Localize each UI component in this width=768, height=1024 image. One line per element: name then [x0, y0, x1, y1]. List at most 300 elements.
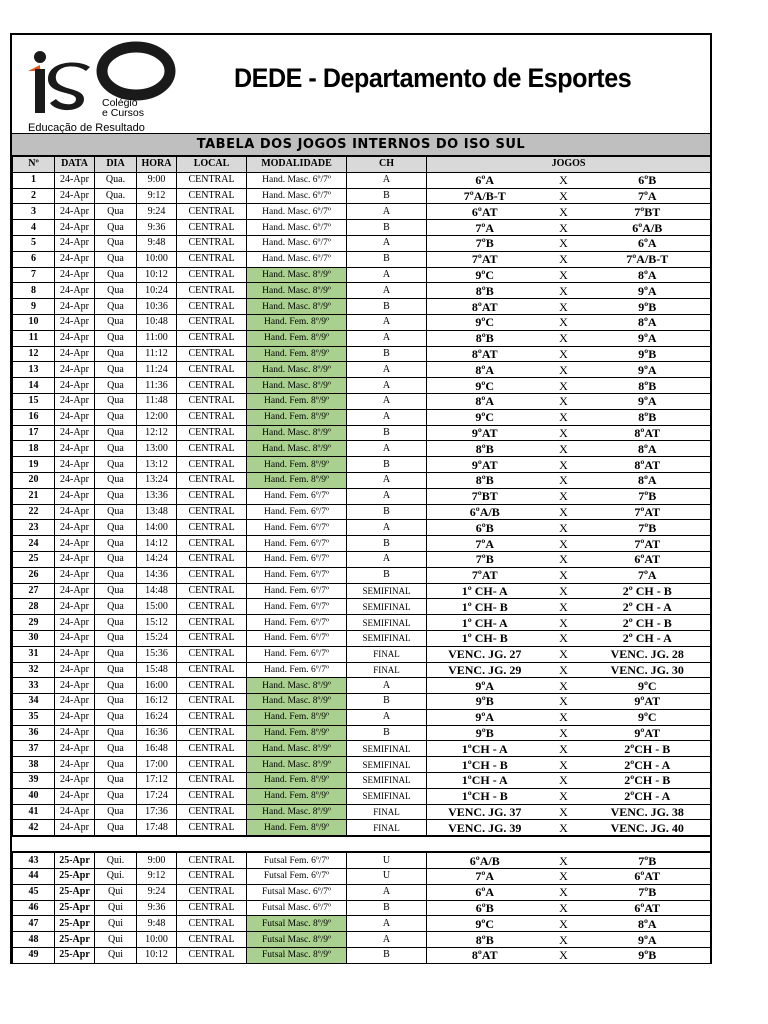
row-location: CENTRAL: [177, 220, 247, 236]
row-team-1: 6ºAT: [427, 204, 543, 220]
row-versus: X: [543, 346, 585, 362]
row-number: 40: [13, 788, 55, 804]
row-time: 10:00: [137, 932, 177, 948]
row-location: CENTRAL: [177, 773, 247, 789]
schedule-sheet: [10, 33, 712, 964]
row-team-1: 7ºA: [427, 220, 543, 236]
row-number: 10: [13, 314, 55, 330]
row-date: 24-Apr: [55, 362, 95, 378]
row-versus: X: [543, 788, 585, 804]
row-team-1: 9ºA: [427, 678, 543, 694]
row-day: Qua: [95, 235, 137, 251]
table-row: [13, 773, 711, 789]
row-time: 11:24: [137, 362, 177, 378]
row-day: Qua: [95, 393, 137, 409]
row-team-1: 6ºA: [427, 884, 543, 900]
row-location: CENTRAL: [177, 188, 247, 204]
row-date: 24-Apr: [55, 678, 95, 694]
row-number: 35: [13, 709, 55, 725]
row-number: 2: [13, 188, 55, 204]
row-ch: SEMIFINAL: [347, 757, 427, 773]
row-team-1: 6ºA/B: [427, 852, 543, 868]
row-versus: X: [543, 583, 585, 599]
row-date: 24-Apr: [55, 773, 95, 789]
row-team-1: 9ºAT: [427, 457, 543, 473]
row-ch: A: [347, 362, 427, 378]
row-team-2: 9ºB: [585, 948, 711, 964]
row-day: Qua: [95, 220, 137, 236]
table-row: [13, 378, 711, 394]
row-location: CENTRAL: [177, 378, 247, 394]
row-modality: Hand. Fem. 6º/7º: [247, 488, 347, 504]
row-time: 13:24: [137, 472, 177, 488]
row-modality: Hand. Masc. 8º/9º: [247, 678, 347, 694]
row-team-2: 8ºAT: [585, 457, 711, 473]
row-date: 24-Apr: [55, 299, 95, 315]
row-day: Qua: [95, 678, 137, 694]
row-location: CENTRAL: [177, 425, 247, 441]
row-number: 26: [13, 567, 55, 583]
row-modality: Hand. Fem. 8º/9º: [247, 472, 347, 488]
row-number: 8: [13, 283, 55, 299]
row-team-1: 6ºA/B: [427, 504, 543, 520]
row-modality: Hand. Masc. 6º/7º: [247, 188, 347, 204]
row-modality: Hand. Fem. 8º/9º: [247, 330, 347, 346]
row-modality: Hand. Fem. 6º/7º: [247, 520, 347, 536]
row-team-1: 8ºAT: [427, 299, 543, 315]
row-team-1: 6ºA: [427, 172, 543, 188]
row-team-1: 8ºB: [427, 283, 543, 299]
row-date: 24-Apr: [55, 378, 95, 394]
row-versus: X: [543, 220, 585, 236]
row-team-2: 6ºAT: [585, 551, 711, 567]
row-day: Qua: [95, 346, 137, 362]
row-team-2: 2ºCH - B: [585, 741, 711, 757]
row-versus: X: [543, 188, 585, 204]
row-number: 37: [13, 741, 55, 757]
row-date: 24-Apr: [55, 472, 95, 488]
row-number: 4: [13, 220, 55, 236]
row-number: 16: [13, 409, 55, 425]
row-date: 24-Apr: [55, 662, 95, 678]
row-location: CENTRAL: [177, 630, 247, 646]
row-location: CENTRAL: [177, 362, 247, 378]
row-ch: FINAL: [347, 646, 427, 662]
row-versus: X: [543, 172, 585, 188]
row-versus: X: [543, 204, 585, 220]
row-time: 14:48: [137, 583, 177, 599]
row-time: 13:00: [137, 441, 177, 457]
row-date: 25-Apr: [55, 948, 95, 964]
table-row: [13, 725, 711, 741]
row-ch: SEMIFINAL: [347, 773, 427, 789]
row-team-2: 8ºA: [585, 472, 711, 488]
row-day: Qua: [95, 630, 137, 646]
row-modality: Futsal Masc. 8º/9º: [247, 932, 347, 948]
row-ch: A: [347, 472, 427, 488]
table-row: [13, 551, 711, 567]
row-ch: A: [347, 932, 427, 948]
row-team-1: 9ºA: [427, 709, 543, 725]
page-title: DEDE - Departamento de Esportes: [234, 63, 632, 93]
row-date: 24-Apr: [55, 615, 95, 631]
row-number: 29: [13, 615, 55, 631]
row-location: CENTRAL: [177, 441, 247, 457]
row-team-1: 1º CH- B: [427, 599, 543, 615]
row-location: CENTRAL: [177, 267, 247, 283]
row-number: 25: [13, 551, 55, 567]
row-modality: Hand. Masc. 8º/9º: [247, 425, 347, 441]
row-location: CENTRAL: [177, 551, 247, 567]
row-time: 11:48: [137, 393, 177, 409]
row-day: Qua: [95, 330, 137, 346]
row-team-1: 7ºBT: [427, 488, 543, 504]
row-modality: Hand. Masc. 6º/7º: [247, 235, 347, 251]
row-date: 24-Apr: [55, 788, 95, 804]
row-team-1: 7ºB: [427, 235, 543, 251]
row-modality: Hand. Fem. 6º/7º: [247, 567, 347, 583]
row-location: CENTRAL: [177, 299, 247, 315]
row-modality: Hand. Fem. 8º/9º: [247, 773, 347, 789]
row-date: 25-Apr: [55, 932, 95, 948]
row-versus: X: [543, 820, 585, 836]
row-modality: Hand. Fem. 8º/9º: [247, 709, 347, 725]
row-day: Qua: [95, 583, 137, 599]
row-ch: A: [347, 441, 427, 457]
row-team-1: VENC. JG. 27: [427, 646, 543, 662]
row-ch: A: [347, 520, 427, 536]
col-header-ch: CH: [347, 157, 427, 173]
row-date: 24-Apr: [55, 646, 95, 662]
row-day: Qua: [95, 551, 137, 567]
row-time: 17:00: [137, 757, 177, 773]
row-modality: Hand. Fem. 6º/7º: [247, 551, 347, 567]
row-location: CENTRAL: [177, 757, 247, 773]
row-date: 24-Apr: [55, 393, 95, 409]
row-location: CENTRAL: [177, 948, 247, 964]
row-date: 24-Apr: [55, 488, 95, 504]
table-row: [13, 409, 711, 425]
row-versus: X: [543, 393, 585, 409]
row-ch: B: [347, 188, 427, 204]
row-team-2: VENC. JG. 38: [585, 804, 711, 820]
table-row: [13, 330, 711, 346]
row-versus: X: [543, 678, 585, 694]
row-team-2: 2º CH - B: [585, 583, 711, 599]
row-team-1: 8ºAT: [427, 346, 543, 362]
row-time: 9:00: [137, 852, 177, 868]
row-time: 13:48: [137, 504, 177, 520]
table-row: [13, 788, 711, 804]
row-versus: X: [543, 235, 585, 251]
row-location: CENTRAL: [177, 520, 247, 536]
row-versus: X: [543, 884, 585, 900]
row-date: 25-Apr: [55, 869, 95, 885]
row-date: 24-Apr: [55, 741, 95, 757]
row-location: CENTRAL: [177, 788, 247, 804]
row-versus: X: [543, 773, 585, 789]
row-modality: Hand. Fem. 6º/7º: [247, 615, 347, 631]
row-team-1: 1ºCH - B: [427, 757, 543, 773]
row-number: 31: [13, 646, 55, 662]
row-date: 24-Apr: [55, 694, 95, 710]
row-location: CENTRAL: [177, 283, 247, 299]
row-day: Qua: [95, 299, 137, 315]
row-date: 24-Apr: [55, 251, 95, 267]
row-team-1: 1º CH- A: [427, 583, 543, 599]
row-versus: X: [543, 267, 585, 283]
row-time: 9:36: [137, 220, 177, 236]
logo-subtext-2: e Cursos: [102, 107, 145, 119]
row-time: 11:12: [137, 346, 177, 362]
table-row: [13, 884, 711, 900]
table-row: [13, 869, 711, 885]
row-ch: SEMIFINAL: [347, 788, 427, 804]
row-day: Qua: [95, 472, 137, 488]
table-row: [13, 820, 711, 836]
row-location: CENTRAL: [177, 204, 247, 220]
row-day: Qui.: [95, 869, 137, 885]
row-time: 14:12: [137, 536, 177, 552]
row-day: Qua: [95, 362, 137, 378]
row-team-2: 2ºCH - A: [585, 788, 711, 804]
row-date: 24-Apr: [55, 757, 95, 773]
row-team-2: 9ºA: [585, 330, 711, 346]
row-ch: A: [347, 378, 427, 394]
row-team-2: 7ºA: [585, 188, 711, 204]
row-day: Qui: [95, 884, 137, 900]
row-ch: B: [347, 694, 427, 710]
row-time: 15:12: [137, 615, 177, 631]
row-date: 24-Apr: [55, 725, 95, 741]
row-location: CENTRAL: [177, 314, 247, 330]
table-row: [13, 662, 711, 678]
row-team-2: 7ºB: [585, 884, 711, 900]
row-day: Qui.: [95, 852, 137, 868]
row-day: Qua: [95, 725, 137, 741]
row-versus: X: [543, 251, 585, 267]
row-time: 17:48: [137, 820, 177, 836]
row-team-1: 7ºA: [427, 536, 543, 552]
row-date: 24-Apr: [55, 188, 95, 204]
row-location: CENTRAL: [177, 804, 247, 820]
row-modality: Hand. Fem. 6º/7º: [247, 583, 347, 599]
row-ch: A: [347, 314, 427, 330]
row-time: 12:00: [137, 409, 177, 425]
table-row: [13, 362, 711, 378]
row-number: 45: [13, 884, 55, 900]
row-time: 9:24: [137, 204, 177, 220]
table-row: [13, 235, 711, 251]
row-team-2: 9ºA: [585, 932, 711, 948]
row-location: CENTRAL: [177, 741, 247, 757]
row-versus: X: [543, 694, 585, 710]
row-team-1: 7ºB: [427, 551, 543, 567]
row-team-2: 7ºA/B-T: [585, 251, 711, 267]
row-team-2: 6ºB: [585, 172, 711, 188]
row-number: 5: [13, 235, 55, 251]
row-day: Qua: [95, 773, 137, 789]
row-team-1: 8ºA: [427, 362, 543, 378]
row-team-1: 8ºB: [427, 330, 543, 346]
row-location: CENTRAL: [177, 472, 247, 488]
row-versus: X: [543, 409, 585, 425]
row-ch: B: [347, 504, 427, 520]
row-team-1: 9ºB: [427, 725, 543, 741]
row-modality: Hand. Masc. 8º/9º: [247, 804, 347, 820]
row-modality: Hand. Masc. 8º/9º: [247, 378, 347, 394]
row-team-2: VENC. JG. 30: [585, 662, 711, 678]
row-team-1: 7ºAT: [427, 251, 543, 267]
row-versus: X: [543, 852, 585, 868]
row-modality: Hand. Fem. 6º/7º: [247, 646, 347, 662]
row-date: 24-Apr: [55, 504, 95, 520]
row-date: 24-Apr: [55, 520, 95, 536]
row-time: 9:48: [137, 235, 177, 251]
row-date: 24-Apr: [55, 283, 95, 299]
row-day: Qua: [95, 741, 137, 757]
row-ch: A: [347, 551, 427, 567]
row-number: 1: [13, 172, 55, 188]
row-team-1: 9ºC: [427, 378, 543, 394]
table-row: [13, 646, 711, 662]
row-time: 14:24: [137, 551, 177, 567]
row-team-1: 7ºA/B-T: [427, 188, 543, 204]
row-versus: X: [543, 520, 585, 536]
row-team-2: 9ºA: [585, 362, 711, 378]
row-location: CENTRAL: [177, 536, 247, 552]
row-team-2: 8ºB: [585, 378, 711, 394]
row-modality: Futsal Masc. 8º/9º: [247, 916, 347, 932]
row-ch: A: [347, 393, 427, 409]
row-modality: Hand. Fem. 8º/9º: [247, 788, 347, 804]
row-team-1: 1º CH- B: [427, 630, 543, 646]
row-team-2: 7ºB: [585, 488, 711, 504]
row-team-2: 8ºA: [585, 267, 711, 283]
table-row: [13, 520, 711, 536]
row-modality: Futsal Fem. 6º/7º: [247, 869, 347, 885]
row-versus: X: [543, 457, 585, 473]
row-location: CENTRAL: [177, 251, 247, 267]
row-modality: Hand. Fem. 6º/7º: [247, 630, 347, 646]
row-date: 24-Apr: [55, 172, 95, 188]
row-number: 24: [13, 536, 55, 552]
row-number: 30: [13, 630, 55, 646]
row-location: CENTRAL: [177, 488, 247, 504]
logo-tagline: Educação de Resultado: [28, 122, 145, 134]
row-team-2: 9ºC: [585, 709, 711, 725]
table-row: [13, 852, 711, 868]
row-number: 15: [13, 393, 55, 409]
row-versus: X: [543, 932, 585, 948]
row-team-1: 8ºAT: [427, 948, 543, 964]
row-day: Qua: [95, 567, 137, 583]
row-modality: Hand. Masc. 6º/7º: [247, 204, 347, 220]
row-location: CENTRAL: [177, 646, 247, 662]
row-date: 24-Apr: [55, 235, 95, 251]
row-time: 11:00: [137, 330, 177, 346]
row-team-1: 9ºC: [427, 916, 543, 932]
row-number: 21: [13, 488, 55, 504]
row-versus: X: [543, 615, 585, 631]
row-ch: A: [347, 709, 427, 725]
row-date: 24-Apr: [55, 551, 95, 567]
table-row: [13, 599, 711, 615]
row-date: 25-Apr: [55, 884, 95, 900]
row-time: 10:48: [137, 314, 177, 330]
row-versus: X: [543, 441, 585, 457]
row-ch: A: [347, 204, 427, 220]
row-location: CENTRAL: [177, 235, 247, 251]
row-date: 24-Apr: [55, 314, 95, 330]
row-location: CENTRAL: [177, 172, 247, 188]
row-team-2: 7ºAT: [585, 536, 711, 552]
row-team-2: 2ºCH - B: [585, 773, 711, 789]
sheet-header: [12, 35, 710, 134]
games-table: [12, 156, 711, 964]
row-day: Qui: [95, 916, 137, 932]
row-modality: Hand. Masc. 8º/9º: [247, 441, 347, 457]
row-team-2: 7ºBT: [585, 204, 711, 220]
row-team-1: 6ºB: [427, 520, 543, 536]
row-date: 24-Apr: [55, 330, 95, 346]
row-versus: X: [543, 869, 585, 885]
row-team-2: 8ºA: [585, 916, 711, 932]
row-date: 25-Apr: [55, 916, 95, 932]
row-number: 44: [13, 869, 55, 885]
row-time: 14:36: [137, 567, 177, 583]
row-location: CENTRAL: [177, 504, 247, 520]
row-number: 48: [13, 932, 55, 948]
row-number: 13: [13, 362, 55, 378]
table-row: [13, 220, 711, 236]
row-date: 24-Apr: [55, 599, 95, 615]
row-time: 16:24: [137, 709, 177, 725]
row-number: 33: [13, 678, 55, 694]
row-versus: X: [543, 551, 585, 567]
row-team-1: 1º CH- A: [427, 615, 543, 631]
row-time: 11:36: [137, 378, 177, 394]
row-modality: Hand. Masc. 8º/9º: [247, 757, 347, 773]
row-versus: X: [543, 916, 585, 932]
row-time: 9:12: [137, 188, 177, 204]
row-versus: X: [543, 599, 585, 615]
row-versus: X: [543, 536, 585, 552]
row-modality: Hand. Fem. 8º/9º: [247, 346, 347, 362]
row-date: 24-Apr: [55, 267, 95, 283]
row-time: 16:48: [137, 741, 177, 757]
row-versus: X: [543, 709, 585, 725]
day-separator: [13, 836, 711, 852]
row-ch: B: [347, 948, 427, 964]
table-row: [13, 299, 711, 315]
row-versus: X: [543, 362, 585, 378]
row-team-1: 1ºCH - A: [427, 741, 543, 757]
row-location: CENTRAL: [177, 457, 247, 473]
row-modality: Hand. Masc. 8º/9º: [247, 283, 347, 299]
row-time: 16:36: [137, 725, 177, 741]
row-ch: B: [347, 425, 427, 441]
row-date: 24-Apr: [55, 204, 95, 220]
row-team-2: 7ºB: [585, 520, 711, 536]
table-row: [13, 393, 711, 409]
row-modality: Hand. Masc. 8º/9º: [247, 299, 347, 315]
row-date: 25-Apr: [55, 900, 95, 916]
row-ch: SEMIFINAL: [347, 583, 427, 599]
row-number: 22: [13, 504, 55, 520]
row-team-2: 8ºA: [585, 441, 711, 457]
row-team-1: 9ºB: [427, 694, 543, 710]
